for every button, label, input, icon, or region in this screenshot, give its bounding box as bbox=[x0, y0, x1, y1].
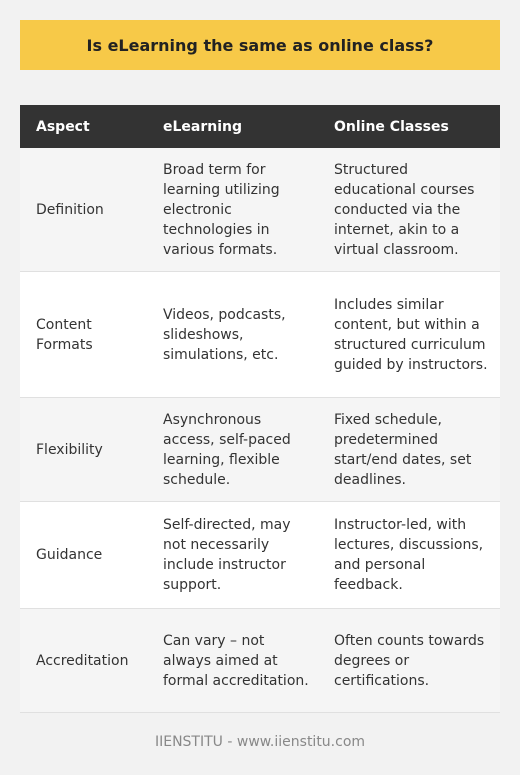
table-row bbox=[20, 502, 500, 609]
table-row bbox=[20, 398, 500, 502]
column-header-online-classes: Online Classes bbox=[318, 105, 500, 148]
aspect-cell: Flexibility bbox=[20, 398, 147, 502]
online-classes-cell: Includes similar content, but within a structured curriculum guided by instructors. bbox=[318, 272, 500, 398]
table-header bbox=[20, 105, 500, 148]
page-title: Is eLearning the same as online class? bbox=[86, 35, 434, 55]
column-header-aspect: Aspect bbox=[20, 105, 147, 148]
title-banner bbox=[20, 20, 500, 70]
online-classes-cell: Often counts towards degrees or certifications. bbox=[318, 609, 500, 713]
table-body bbox=[20, 148, 500, 713]
elearning-cell: Self-directed, may not necessarily include instructor support. bbox=[147, 502, 318, 609]
column-header-elearning: eLearning bbox=[147, 105, 318, 148]
elearning-cell: Can vary – not always aimed at formal accreditation. bbox=[147, 609, 318, 713]
aspect-cell: Content Formats bbox=[20, 272, 147, 398]
comparison-table bbox=[20, 105, 500, 713]
elearning-cell: Asynchronous access, self-paced learning, flexible schedule. bbox=[147, 398, 318, 502]
aspect-cell: Guidance bbox=[20, 502, 147, 609]
online-classes-cell: Instructor-led, with lectures, discussions, and personal feedback. bbox=[318, 502, 500, 609]
footer-credit: IIENSTITU - www.iienstitu.com bbox=[154, 734, 366, 750]
table-row bbox=[20, 609, 500, 713]
aspect-cell: Definition bbox=[20, 148, 147, 272]
aspect-cell: Accreditation bbox=[20, 609, 147, 713]
online-classes-cell: Structured educational courses conducted via the internet, akin to a virtual classroom. bbox=[318, 148, 500, 272]
table-row bbox=[20, 272, 500, 398]
elearning-cell: Videos, podcasts, slideshows, simulations, etc. bbox=[147, 272, 318, 398]
table-row bbox=[20, 148, 500, 272]
header-row bbox=[20, 105, 500, 148]
online-classes-cell: Fixed schedule, predetermined start/end dates, set deadlines. bbox=[318, 398, 500, 502]
elearning-cell: Broad term for learning utilizing electronic technologies in various formats. bbox=[147, 148, 318, 272]
